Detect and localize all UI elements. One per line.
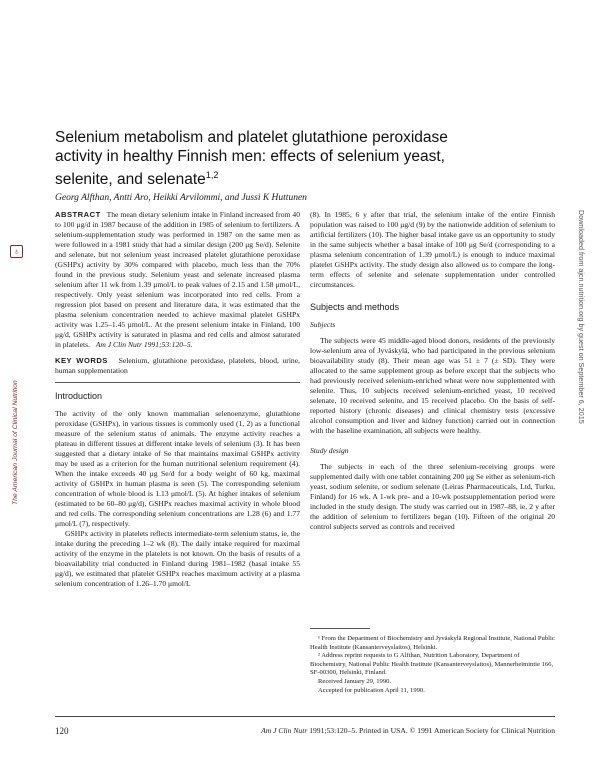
study-design-paragraph: The subjects in each of the three selenium-receiving groups were supplemented daily with one tablet containing 200 μg Se either as selenium-rich yeast, sodium selenite, or sodium selenate (Leiras Pharmaceuticals, Ltd, Turku, Finland) for 16 wk. A 1-wk pre- and a 10-wk postsupplementation period were included in the study design. The study was carried out in 1987–88, ie, 2 y after the addition of selenium to fertilizers began (10). Fifteen of the original 20 control subjects served as controls and received <box>310 462 555 531</box>
footnote-divider <box>310 628 370 629</box>
left-column <box>55 210 300 589</box>
footer-divider <box>55 716 555 717</box>
footer-details: 1991;53:120–5. Printed in USA. © 1991 American Society for Clinical Nutrition <box>309 726 555 735</box>
journal-side-label: The American Journal of Clinical Nutrition <box>12 380 19 505</box>
accepted-date: Accepted for publication April 11, 1990. <box>318 686 425 694</box>
right-column <box>310 210 555 532</box>
footnotes <box>310 628 555 695</box>
subjects-paragraph: The subjects were 45 middle-aged blood donors, residents of the previously low-selenium area of Jyväskylä, who had participated in the previous selenium bioavailability study (8). Their mean age was 51 ± 7 (± SD). They were allocated to the same supplement group as before except that the subjects who had previously received selenium-enriched wheat were now supplemented with selenite. Thus, 10 subjects received selenium-enriched yeast, 10 received selenate, 10 received selenite, and 15 received placebo. On the basis of self-reported history (chronic diseases) and clinical chemistry tests (excessive alcohol consumption and liver and kidney function) carried out in connection with the baseline examination, all subjects were healthy. <box>310 336 555 435</box>
introduction-heading: Introduction <box>55 391 103 401</box>
study-design-heading: Study design <box>310 446 349 455</box>
title-footnote-marker[interactable]: 1,2 <box>205 170 219 180</box>
footnote-2: ² Address reprint requests to G Alfthan, Nutrition Laboratory, Department of Biochemistry, National Public Health Institute (Kansanterveyslaitos), Mannerheimintie 166, SF-00300, Helsinki, Finland. <box>310 652 554 677</box>
page-number: 120 <box>55 726 69 736</box>
footnote-1: ¹ From the Department of Biochemistry and Jyväskylä Regional Institute, National Public Health Institute (Kansanterveyslaitos), Helsinki. <box>310 635 555 651</box>
footer-citation <box>190 726 555 735</box>
methods-heading: Subjects and methods <box>310 302 400 312</box>
abstract <box>55 210 300 350</box>
keywords <box>55 356 300 376</box>
received-date: Received January 29, 1990. <box>318 677 392 685</box>
keywords-text: Selenium, glutathione peroxidase, platelets, blood, urine, human supplementation <box>55 356 300 375</box>
author-list: Georg Alfthan, Antti Aro, Heikki Arvilommi, and Jussi K Huttunen <box>55 193 307 203</box>
introduction-paragraph-1: The activity of the only known mammalian selenoenzyme, glutathione peroxidase (GSHPx), in various tissues is commonly used (1, 2) as a functional measure of the selenium status of animals. The enzyme activity reaches a plateau in different tissues at different intake levels of selenium (3). It has been suggested that a dietary intake of Se that maintains maximal GSHPx activity may be used as a criterion for the human nutritional selenium requirement (4). When the intake exceeds 40 μg Se/d for a body weight of 60 kg, maximal activity of GSHPx in human plasma is seen (5). The corresponding selenium concentration of whole blood is 1.13 μmol/L (5). At higher intakes of selenium (estimated to be 60–80 μg/d), GSHPx reaches maximal activity in whole blood and red cells. The corresponding selenium concentrations are 1.28 (6) and 1.77 μmol/L (7), respectively. <box>55 409 300 528</box>
footer-journal: Am J Clin Nutr <box>261 726 308 735</box>
abstract-text: The mean dietary selenium intake in Finland increased from 40 to 100 μg/d in 1987 because of the addition in 1985 of selenium to fertilizers. A selenium-supplementation study was performed in 1987 on the same men as were followed in a 1981 study that had a similar design (200 μg Se/d). Selenite and selenate, but not selenium yeast increased platelet glutathione peroxidase (GSHPx) activity by 30% compared with placebo, much less than the 70% found in the previous study. Selenium yeast and selenate increased plasma selenium after 11 wk from 1.39 μmol/L to peak values of 2.15 and 1.58 μmol/L, respectively. Only yeast selenium was incorporated into red cells. From a regression plot based on present and literature data, it was estimated that the plasma selenium concentration needed to achieve maximal platelet GSHPx activity was 1.25–1.45 μmol/L. At the present selenium intake in Finland, 100 μg/d, GSHPx activity is saturated in plasma and red cells and almost saturated in platelets. <box>55 210 300 349</box>
introduction-continuation: (8). In 1985, 6 y after that trial, the selenium intake of the entire Finnish population was raised to 100 μg/d (9) by the nationwide addition of selenium to artificial fertilizers (10). The higher basal intake gave us an opportunity to study in the same subjects whether a basal intake of 100 μg Se/d (corresponding to a plasma selenium concentration of 1.39 μmol/L) is enough to induce maximal platelet GSHPx activity. The study design also allowed us to compare the long-term effects of selenite and selenate supplementation under controlled circumstances. <box>310 210 555 289</box>
download-watermark: Downloaded from ajcn.nutrition.org by guest on September 6, 2015 <box>577 210 586 424</box>
abstract-heading: ABSTRACT <box>55 210 101 219</box>
abstract-citation: Am J Clin Nutr 1991;53:120–5. <box>95 340 193 349</box>
subjects-heading: Subjects <box>310 320 336 329</box>
article-title <box>55 128 495 189</box>
keywords-heading: KEY WORDS <box>55 356 108 365</box>
introduction-paragraph-2: GSHPx activity in platelets reflects intermediate-term selenium status, ie, the intake during the preceding 1–2 wk (8). The daily intake required for maximal activity of the enzyme in the platelets is not known. On the basis of results of a bioavailability trial conducted in Finland during 1981–1982 (basal intake 55 μg/d), we estimated that platelet GSHPx reaches maximum activity at a plasma selenium concentration of 1.26–1.70 μmol/L <box>55 529 300 588</box>
title-text: Selenium metabolism and platelet glutathione peroxidase activity in healthy Finnish men: effects of selenium yeast, selenite, and selenate <box>55 129 448 189</box>
abstract-divider <box>55 382 300 383</box>
journal-logo-icon: ♁ <box>10 245 23 258</box>
